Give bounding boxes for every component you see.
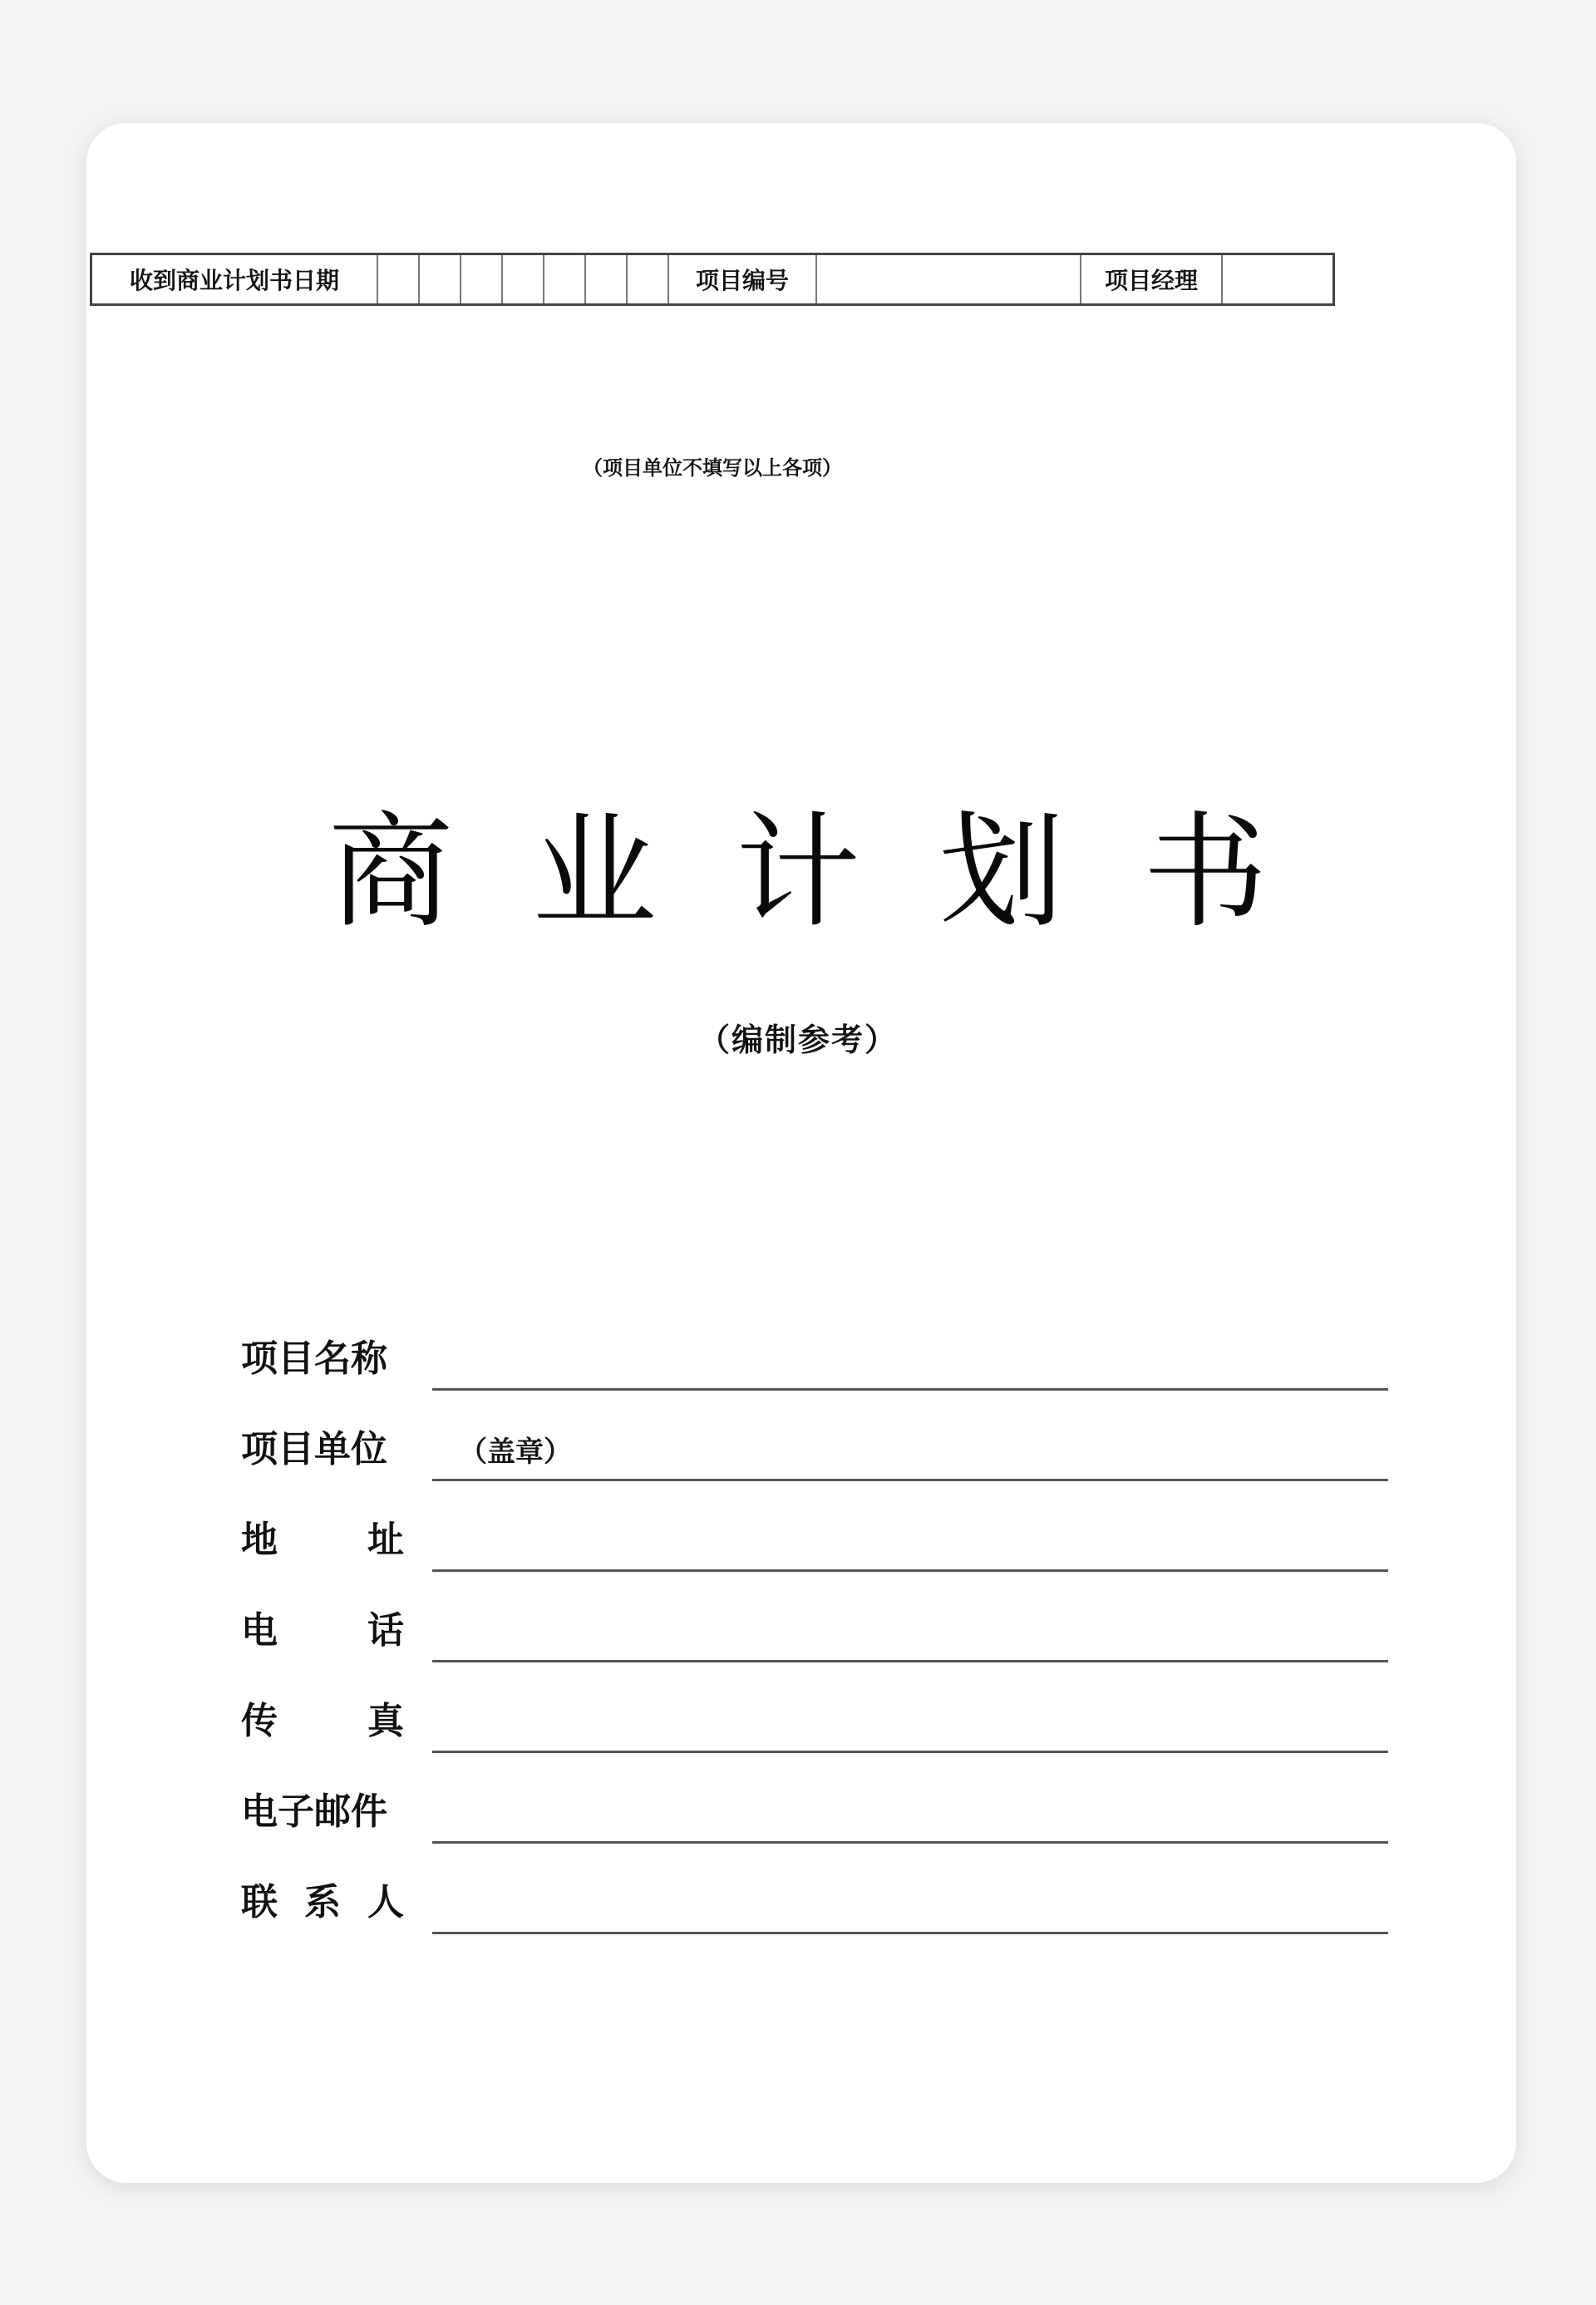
date-box[interactable] bbox=[628, 255, 669, 303]
form-row-address bbox=[241, 1486, 1388, 1577]
address-label-part: 址 bbox=[367, 1519, 404, 1561]
project-number-label: 项目编号 bbox=[669, 255, 817, 303]
phone-input-line[interactable] bbox=[432, 1660, 1388, 1662]
fax-input-line[interactable] bbox=[432, 1751, 1388, 1753]
email-label-part: 电子邮件 bbox=[241, 1790, 387, 1833]
email-label bbox=[241, 1781, 404, 1835]
project-manager-label: 项目经理 bbox=[1081, 255, 1223, 303]
project-unit-note: （盖章） bbox=[459, 1436, 572, 1469]
contact-person-label-part: 系 bbox=[304, 1881, 341, 1923]
document-subtitle: （编制参考） bbox=[697, 1022, 898, 1058]
fax-label bbox=[241, 1691, 404, 1744]
project-manager-field[interactable] bbox=[1223, 255, 1332, 303]
form-row-phone bbox=[241, 1577, 1388, 1667]
header-note: （项目单位不填写以上各项） bbox=[583, 456, 842, 480]
form-row-project-name bbox=[241, 1305, 1388, 1396]
project-unit-label-part: 项目单位 bbox=[241, 1428, 387, 1470]
registration-table bbox=[90, 253, 1335, 306]
date-box[interactable] bbox=[378, 255, 420, 303]
email-input-line[interactable] bbox=[432, 1841, 1388, 1844]
project-number-field[interactable] bbox=[817, 255, 1081, 303]
address-input-line[interactable] bbox=[432, 1569, 1388, 1572]
fax-label-part: 传 bbox=[241, 1700, 278, 1742]
contact-person-input-line[interactable] bbox=[432, 1932, 1388, 1934]
date-box[interactable] bbox=[544, 255, 586, 303]
project-name-input-line[interactable] bbox=[432, 1388, 1388, 1391]
project-name-label-part: 项目名称 bbox=[241, 1337, 387, 1380]
project-unit-input-line[interactable] bbox=[432, 1479, 1388, 1481]
project-name-label bbox=[241, 1328, 404, 1382]
form-row-project-unit bbox=[241, 1396, 1388, 1486]
contact-person-label bbox=[241, 1872, 404, 1925]
date-box[interactable] bbox=[420, 255, 461, 303]
form-row-contact-person bbox=[241, 1849, 1388, 1939]
contact-person-label-part: 联 bbox=[241, 1881, 278, 1923]
address-label bbox=[241, 1510, 404, 1563]
date-box[interactable] bbox=[586, 255, 628, 303]
project-unit-label bbox=[241, 1419, 404, 1472]
date-box[interactable] bbox=[461, 255, 503, 303]
date-box[interactable] bbox=[503, 255, 544, 303]
contact-person-label-part: 人 bbox=[367, 1881, 404, 1923]
address-label-part: 地 bbox=[241, 1519, 278, 1561]
phone-label-part: 话 bbox=[367, 1609, 404, 1652]
project-info-form bbox=[241, 1305, 1388, 1939]
fax-label-part: 真 bbox=[367, 1700, 404, 1742]
phone-label-part: 电 bbox=[241, 1609, 278, 1652]
form-row-fax bbox=[241, 1667, 1388, 1758]
document-title: 商业计划书 bbox=[328, 800, 1347, 945]
phone-label bbox=[241, 1600, 404, 1653]
received-date-label: 收到商业计划书日期 bbox=[92, 255, 378, 303]
form-row-email bbox=[241, 1758, 1388, 1849]
